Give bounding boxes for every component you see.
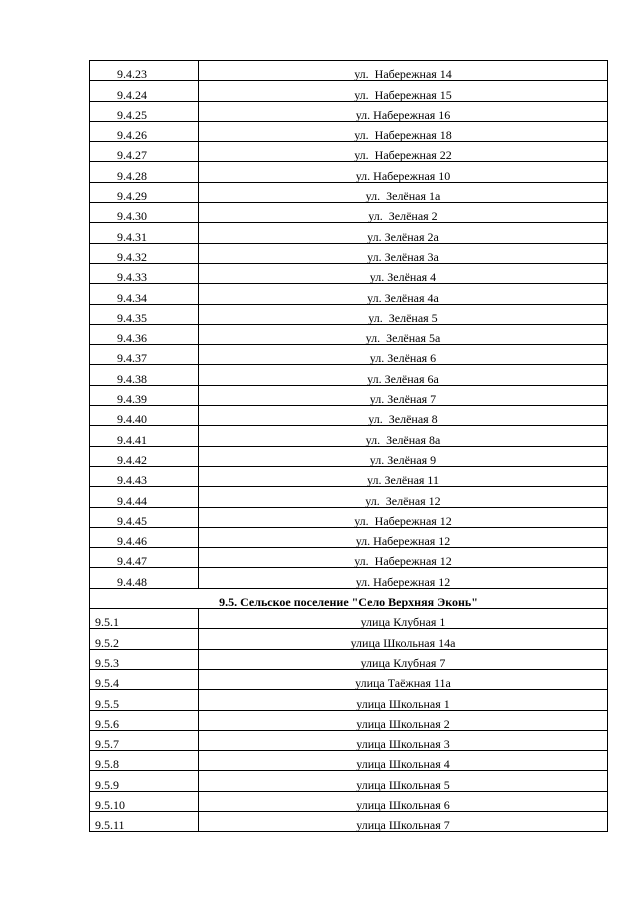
address-cell: ул. Набережная 12 (199, 548, 608, 568)
address-cell: ул. Набережная 14 (199, 61, 608, 81)
address-table-body (90, 61, 608, 832)
address-cell: ул. Зелёная 6 (199, 345, 608, 365)
row-number: 9.5.11 (95, 818, 125, 833)
address-cell: ул. Зелёная 5а (199, 324, 608, 344)
row-number-cell (90, 426, 199, 446)
row-number: 9.4.33 (117, 270, 147, 285)
row-number-cell (90, 771, 199, 791)
table-row (90, 406, 608, 426)
table-row (90, 811, 608, 831)
row-number: 9.5.2 (95, 635, 119, 650)
table-row (90, 426, 608, 446)
row-number-cell (90, 101, 199, 121)
row-number-cell (90, 629, 199, 649)
row-number-cell (90, 730, 199, 750)
row-number: 9.5.7 (95, 737, 119, 752)
address-cell: ул. Набережная 18 (199, 121, 608, 141)
row-number: 9.4.23 (117, 67, 147, 82)
row-number: 9.5.5 (95, 696, 119, 711)
row-number: 9.5.4 (95, 676, 119, 691)
row-number: 9.4.35 (117, 310, 147, 325)
row-number: 9.4.32 (117, 249, 147, 264)
table-row (90, 771, 608, 791)
row-number-cell (90, 182, 199, 202)
address-cell: ул. Зелёная 7 (199, 385, 608, 405)
row-number-cell (90, 487, 199, 507)
table-row (90, 345, 608, 365)
address-cell: ул. Набережная 22 (199, 142, 608, 162)
row-number: 9.4.48 (117, 574, 147, 589)
row-number-cell (90, 527, 199, 547)
address-cell: ул. Набережная 12 (199, 507, 608, 527)
address-cell: ул. Набережная 12 (199, 527, 608, 547)
table-row (90, 61, 608, 81)
table-row (90, 182, 608, 202)
address-cell: ул. Набережная 10 (199, 162, 608, 182)
table-row (90, 203, 608, 223)
row-number-cell (90, 324, 199, 344)
row-number: 9.4.24 (117, 87, 147, 102)
row-number-cell (90, 568, 199, 588)
table-row (90, 263, 608, 283)
table-row (90, 466, 608, 486)
row-number: 9.4.40 (117, 412, 147, 427)
row-number: 9.4.47 (117, 554, 147, 569)
row-number: 9.5.9 (95, 777, 119, 792)
row-number-cell (90, 284, 199, 304)
row-number-cell (90, 446, 199, 466)
address-cell: улица Школьная 1 (199, 690, 608, 710)
section-header-row (90, 588, 608, 608)
address-cell: улица Школьная 4 (199, 751, 608, 771)
row-number: 9.4.44 (117, 493, 147, 508)
row-number-cell (90, 548, 199, 568)
address-cell: ул. Зелёная 11 (199, 466, 608, 486)
address-cell: ул. Зелёная 1а (199, 182, 608, 202)
table-row (90, 609, 608, 629)
address-cell: улица Клубная 7 (199, 649, 608, 669)
address-cell: улица Школьная 14а (199, 629, 608, 649)
table-row (90, 751, 608, 771)
row-number: 9.4.43 (117, 473, 147, 488)
address-cell: ул. Зелёная 2 (199, 203, 608, 223)
address-cell: улица Школьная 3 (199, 730, 608, 750)
row-number: 9.4.45 (117, 513, 147, 528)
section-title: 9.5. Сельское поселение "Село Верхняя Эконь" (90, 588, 608, 608)
table-row (90, 791, 608, 811)
address-cell: ул. Набережная 15 (199, 81, 608, 101)
row-number-cell (90, 406, 199, 426)
row-number-cell (90, 81, 199, 101)
row-number-cell (90, 609, 199, 629)
table-row (90, 81, 608, 101)
row-number: 9.4.25 (117, 107, 147, 122)
row-number-cell (90, 811, 199, 831)
address-cell: улица Таёжная 11а (199, 669, 608, 689)
row-number: 9.4.29 (117, 189, 147, 204)
table-row (90, 507, 608, 527)
row-number-cell (90, 345, 199, 365)
address-cell: ул. Зелёная 2а (199, 223, 608, 243)
address-cell: ул. Набережная 16 (199, 101, 608, 121)
table-row (90, 669, 608, 689)
address-table (89, 60, 608, 832)
row-number: 9.4.31 (117, 229, 147, 244)
row-number-cell (90, 507, 199, 527)
row-number: 9.4.37 (117, 351, 147, 366)
row-number-cell (90, 162, 199, 182)
row-number-cell (90, 142, 199, 162)
row-number-cell (90, 61, 199, 81)
row-number: 9.4.41 (117, 432, 147, 447)
row-number-cell (90, 304, 199, 324)
address-cell: ул. Зелёная 9 (199, 446, 608, 466)
address-cell: ул. Зелёная 3а (199, 243, 608, 263)
row-number: 9.5.1 (95, 615, 119, 630)
table-row (90, 710, 608, 730)
table-row (90, 121, 608, 141)
row-number: 9.4.34 (117, 290, 147, 305)
address-cell: улица Школьная 5 (199, 771, 608, 791)
row-number-cell (90, 223, 199, 243)
address-cell: ул. Набережная 12 (199, 568, 608, 588)
address-cell: ул. Зелёная 12 (199, 487, 608, 507)
table-row (90, 243, 608, 263)
row-number: 9.4.39 (117, 392, 147, 407)
table-row (90, 690, 608, 710)
address-cell: ул. Зелёная 8а (199, 426, 608, 446)
row-number: 9.4.30 (117, 209, 147, 224)
address-cell: улица Школьная 2 (199, 710, 608, 730)
row-number-cell (90, 385, 199, 405)
address-cell: улица Клубная 1 (199, 609, 608, 629)
row-number: 9.4.46 (117, 534, 147, 549)
address-cell: ул. Зелёная 5 (199, 304, 608, 324)
row-number-cell (90, 690, 199, 710)
table-row (90, 223, 608, 243)
row-number: 9.5.3 (95, 655, 119, 670)
row-number: 9.4.26 (117, 128, 147, 143)
address-cell: ул. Зелёная 8 (199, 406, 608, 426)
address-cell: ул. Зелёная 4 (199, 263, 608, 283)
row-number-cell (90, 121, 199, 141)
row-number: 9.5.6 (95, 716, 119, 731)
address-cell: ул. Зелёная 6а (199, 365, 608, 385)
table-row (90, 385, 608, 405)
row-number: 9.4.28 (117, 168, 147, 183)
row-number-cell (90, 669, 199, 689)
row-number-cell (90, 263, 199, 283)
table-row (90, 304, 608, 324)
row-number: 9.4.27 (117, 148, 147, 163)
table-row (90, 548, 608, 568)
row-number-cell (90, 710, 199, 730)
table-row (90, 568, 608, 588)
row-number-cell (90, 466, 199, 486)
row-number: 9.5.8 (95, 757, 119, 772)
table-row (90, 487, 608, 507)
row-number-cell (90, 203, 199, 223)
row-number: 9.5.10 (95, 797, 125, 812)
table-row (90, 365, 608, 385)
address-cell: улица Школьная 6 (199, 791, 608, 811)
table-row (90, 527, 608, 547)
table-row (90, 101, 608, 121)
row-number: 9.4.36 (117, 331, 147, 346)
table-row (90, 162, 608, 182)
row-number-cell (90, 649, 199, 669)
row-number-cell (90, 791, 199, 811)
table-row (90, 629, 608, 649)
table-row (90, 730, 608, 750)
row-number-cell (90, 365, 199, 385)
table-row (90, 446, 608, 466)
table-row (90, 284, 608, 304)
row-number-cell (90, 243, 199, 263)
table-row (90, 142, 608, 162)
table-row (90, 649, 608, 669)
address-cell: улица Школьная 7 (199, 811, 608, 831)
row-number: 9.4.42 (117, 452, 147, 467)
row-number-cell (90, 751, 199, 771)
table-row (90, 324, 608, 344)
address-cell: ул. Зелёная 4а (199, 284, 608, 304)
row-number: 9.4.38 (117, 371, 147, 386)
